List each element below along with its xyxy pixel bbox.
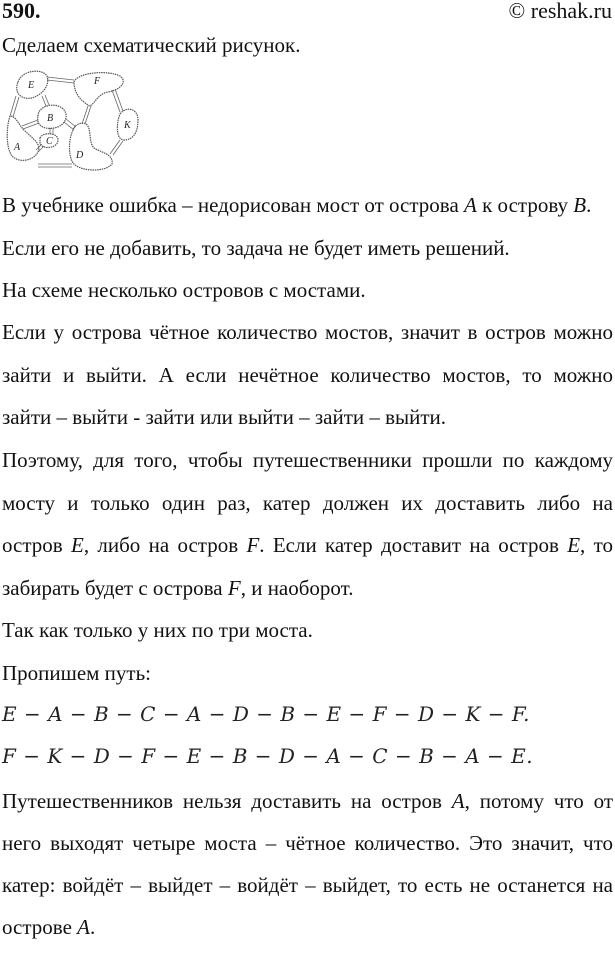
text-line-9: остров E, либо на остров F. Если катер доставит на остров E, то	[2, 533, 613, 557]
conclusion-line-2: него выходят четыре моста – чётное количество. Это значит, что	[2, 831, 613, 855]
intro-text: Сделаем схематический рисунок.	[2, 33, 301, 57]
label-d: D	[76, 150, 84, 161]
label-f: F	[94, 76, 101, 87]
conclusion-line-1: Путешественников нельзя доставить на остров A, потому что от	[2, 789, 613, 813]
path-line-2: F − K − D − F − E − B − D − A − C − B − A − E.	[2, 744, 534, 768]
label-e: E	[28, 80, 35, 91]
text-line-4: Если у острова чётное количество мостов, значит в остров можно	[2, 320, 613, 344]
label-b: B	[47, 113, 54, 124]
island-d	[70, 123, 113, 170]
label-c: C	[46, 136, 53, 147]
problem-number: 590.	[2, 0, 41, 23]
conclusion-line-4: острове A.	[2, 915, 96, 939]
text-line-7: Поэтому, для того, чтобы путешественники прошли по каждому	[2, 448, 613, 472]
label-a: A	[14, 142, 21, 153]
text-line-2: Если его не добавить, то задача не будет иметь решений.	[2, 236, 510, 260]
copyright-label: © reshak.ru	[508, 0, 612, 23]
path-line-1: E − A − B − C − A − D − B − E − F − D − K − F.	[2, 702, 530, 726]
text-line-6: зайти – выйти - зайти или выйти – зайти – выйти.	[2, 405, 447, 429]
text-line-5: зайти и выйти. А если нечётное количество мостов, то можно	[2, 363, 613, 387]
math-a: A	[464, 193, 477, 217]
text-line-3: На схеме несколько островов с мостами.	[2, 278, 366, 302]
island-a	[7, 116, 39, 160]
math-b: B	[573, 193, 587, 217]
text-line-12: Пропишем путь:	[2, 661, 151, 685]
label-k: K	[124, 120, 131, 131]
text-line-10: забирать будет с острова F, и наоборот.	[2, 576, 354, 600]
conclusion-line-3: катер: войдёт – выйдет – войдёт – выйдет, то есть не останется на	[2, 873, 613, 897]
text-line-8: мосту и только один раз, катер должен их доставить либо на	[2, 491, 613, 515]
islands-bridges-diagram	[2, 68, 158, 180]
text-line-11: Так как только у них по три моста.	[2, 618, 313, 642]
text-line-1: В учебнике ошибка – недорисован мост от острова A к острову B.	[2, 193, 592, 217]
